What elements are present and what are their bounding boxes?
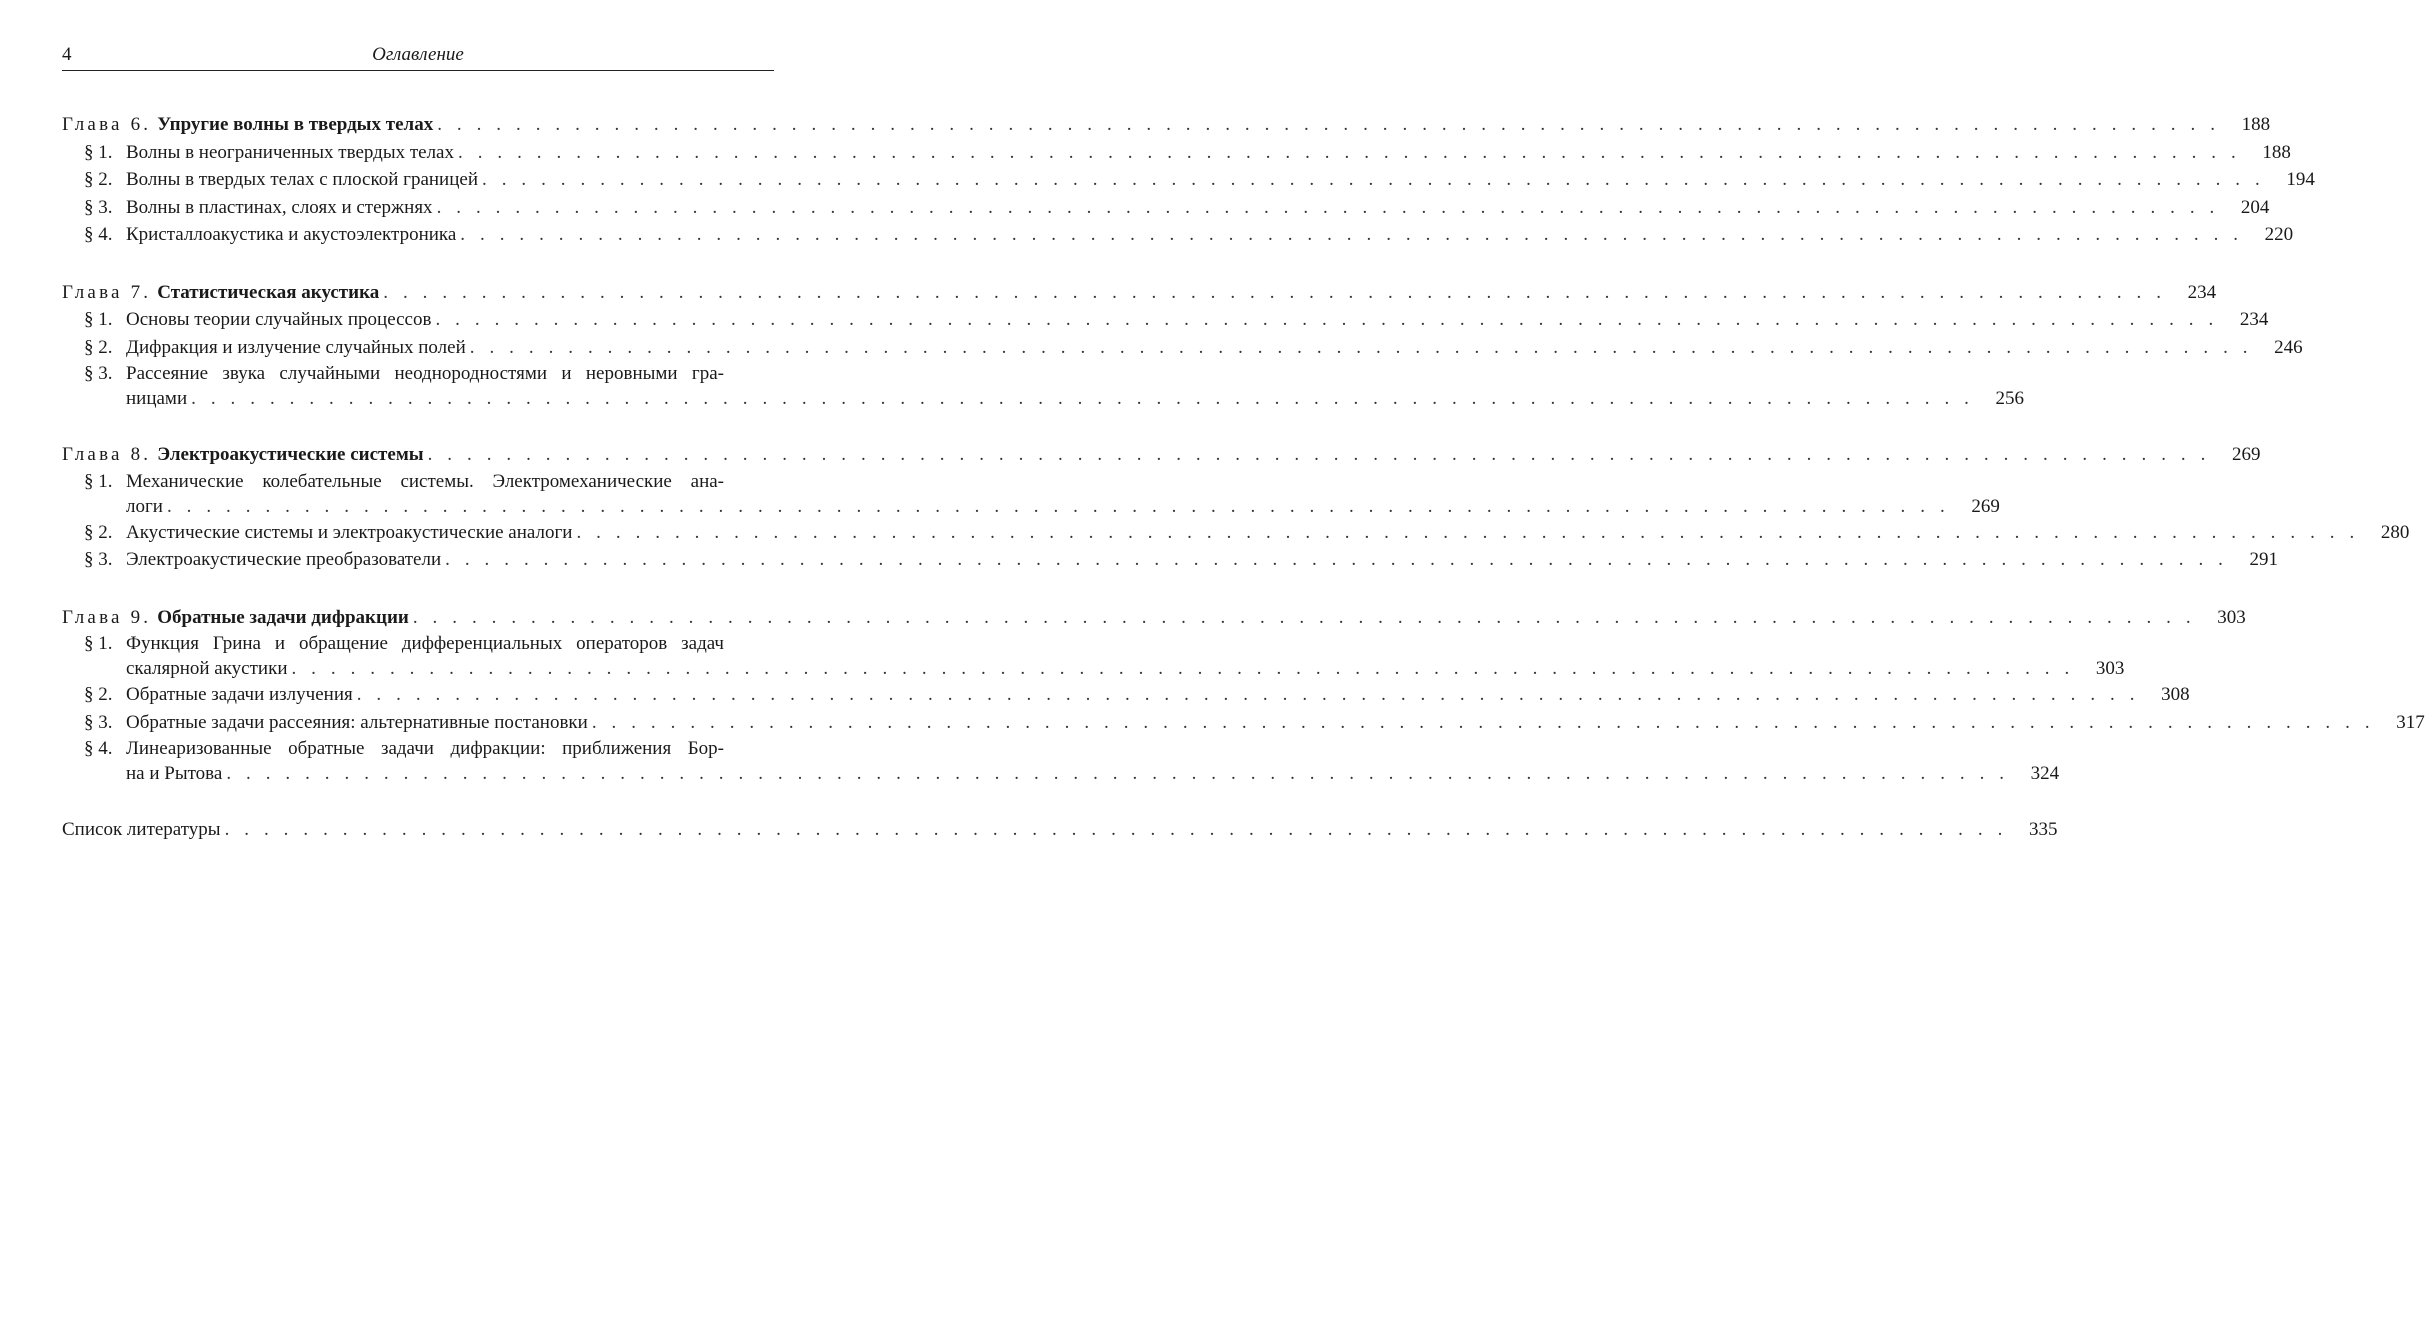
toc-entry[interactable] <box>62 334 2303 362</box>
section-title-block <box>62 361 2024 411</box>
section-title: Дифракция и излучение случайных полей <box>126 336 466 358</box>
toc-entry[interactable] <box>62 631 2125 681</box>
section-title: Акустические системы и электроакустические аналоги <box>126 521 573 543</box>
section-title-line2: ницами <box>126 388 188 409</box>
section-label: § 2. <box>84 684 113 705</box>
page-ref: 335 <box>2028 819 2058 840</box>
dot-leader: . . . . . . . . . . . . . . . . . . . . . . . . . . . . . . . . . . . . . . . . . . . . . . . . . . . . . . . . . . . . . . . . . . . . . . . . . . . . . . . . . . . . . . . . . . . <box>445 549 2229 570</box>
section-label: § 4. <box>84 738 113 759</box>
section-label: § 2. <box>84 336 113 358</box>
section-title-block <box>62 469 2000 519</box>
chapter-title: Упругие волны в твердых телах <box>157 114 434 135</box>
section-label: § 1. <box>84 141 113 163</box>
section-title: Волны в твердых телах с плоской границей <box>126 169 478 190</box>
page-ref: 246 <box>2274 336 2303 358</box>
page-ref: 280 <box>2380 521 2410 543</box>
page-ref: 234 <box>2239 309 2269 330</box>
section-title: Волны в пластинах, слоях и стержнях <box>126 196 433 218</box>
page-ref: 234 <box>2187 281 2217 303</box>
toc-entry[interactable] <box>62 604 2246 632</box>
section-label: § 3. <box>84 711 113 733</box>
toc-entry[interactable] <box>62 221 2294 249</box>
section-label: § 3. <box>84 549 113 570</box>
page-ref: 324 <box>2030 763 2060 784</box>
dot-leader: . . . . . . . . . . . . . . . . . . . . . . . . . . . . . . . . . . . . . . . . . . . . . . . . . . . . . . . . . . . . . . . . . . . . . . . . . . . . . . . . . . . . . . . . . . . <box>437 114 2221 135</box>
section-title-block <box>62 736 2060 786</box>
section-label: § 4. <box>84 224 113 245</box>
toc-entry[interactable] <box>62 546 2279 574</box>
section-title-block <box>62 631 2125 681</box>
toc-entry[interactable] <box>62 194 2270 222</box>
page-ref: 308 <box>2161 684 2190 705</box>
page <box>62 40 2425 844</box>
section-label: § 2. <box>84 521 113 543</box>
section-title-continuation <box>126 761 2060 786</box>
toc-entry-literature[interactable] <box>62 816 2058 844</box>
chapter-title: Обратные задачи дифракции <box>157 606 409 628</box>
section-title-line2: скалярной акустики <box>126 658 288 679</box>
section-title-continuation <box>126 386 2024 411</box>
page-ref: 188 <box>2241 114 2271 135</box>
dot-leader: . . . . . . . . . . . . . . . . . . . . . . . . . . . . . . . . . . . . . . . . . . . . . . . . . . . . . . . . . . . . . . . . . . . . . . . . . . . . . . . . . . . . . . . . . . . <box>435 309 2219 330</box>
chapter-6 <box>62 111 2315 249</box>
page-ref: 269 <box>1971 495 2000 517</box>
chapter-title: Статистическая акустика <box>157 281 380 303</box>
page-number: 4 <box>62 44 72 65</box>
chapter-label: Глава 7. <box>62 281 152 303</box>
dot-leader: . . . . . . . . . . . . . . . . . . . . . . . . . . . . . . . . . . . . . . . . . . . . . . . . . . . . . . . . . . . . . . . . . . . . . . . . . . . . . . . . . . . . . . . . . . . <box>224 819 2008 840</box>
dot-leader: . . . . . . . . . . . . . . . . . . . . . . . . . . . . . . . . . . . . . . . . . . . . . . . . . . . . . . . . . . . . . . . . . . . . . . . . . . . . . . . . . . . . . . . . . . . <box>427 444 2211 465</box>
toc-entry[interactable] <box>62 111 2271 139</box>
section-title-line1: Механические колебательные системы. Электромеханические ана- <box>126 470 724 492</box>
page-ref: 291 <box>2249 549 2279 570</box>
dot-leader: . . . . . . . . . . . . . . . . . . . . . . . . . . . . . . . . . . . . . . . . . . . . . . . . . . . . . . . . . . . . . . . . . . . . . . . . . . . . . . . . . . . . . . . . . . . <box>291 658 2075 679</box>
page-ref: 204 <box>2240 196 2270 218</box>
dot-leader: . . . . . . . . . . . . . . . . . . . . . . . . . . . . . . . . . . . . . . . . . . . . . . . . . . . . . . . . . . . . . . . . . . . . . . . . . . . . . . . . . . . . . . . . . . . <box>576 521 2360 543</box>
section-title-line2: логи <box>126 495 163 517</box>
dot-leader: . . . . . . . . . . . . . . . . . . . . . . . . . . . . . . . . . . . . . . . . . . . . . . . . . . . . . . . . . . . . . . . . . . . . . . . . . . . . . . . . . . . . . . . . . . . <box>469 336 2253 358</box>
dot-leader: . . . . . . . . . . . . . . . . . . . . . . . . . . . . . . . . . . . . . . . . . . . . . . . . . . . . . . . . . . . . . . . . . . . . . . . . . . . . . . . . . . . . . . . . . . . <box>191 388 1974 409</box>
toc-entry[interactable] <box>62 279 2217 307</box>
section-title-line1: Линеаризованные обратные задачи дифракции: приближения Бор- <box>126 738 724 759</box>
chapter-9 <box>62 604 2425 787</box>
page-ref: 303 <box>2217 606 2246 628</box>
section-title-line1: Функция Грина и обращение дифференциальных операторов задач <box>126 633 724 654</box>
page-ref: 317 <box>2396 711 2425 733</box>
literature-title: Список литературы <box>62 819 221 840</box>
dot-leader: . . . . . . . . . . . . . . . . . . . . . . . . . . . . . . . . . . . . . . . . . . . . . . . . . . . . . . . . . . . . . . . . . . . . . . . . . . . . . . . . . . . . . . . . . . . <box>226 763 2010 784</box>
page-ref: 269 <box>2231 444 2261 465</box>
chapter-8 <box>62 441 2410 574</box>
dot-leader: . . . . . . . . . . . . . . . . . . . . . . . . . . . . . . . . . . . . . . . . . . . . . . . . . . . . . . . . . . . . . . . . . . . . . . . . . . . . . . . . . . . . . . . . . . . <box>383 281 2167 303</box>
page-ref: 303 <box>2095 658 2125 679</box>
dot-leader: . . . . . . . . . . . . . . . . . . . . . . . . . . . . . . . . . . . . . . . . . . . . . . . . . . . . . . . . . . . . . . . . . . . . . . . . . . . . . . . . . . . . . . . . . . . <box>458 141 2241 163</box>
section-label: § 3. <box>84 363 113 384</box>
dot-leader: . . . . . . . . . . . . . . . . . . . . . . . . . . . . . . . . . . . . . . . . . . . . . . . . . . . . . . . . . . . . . . . . . . . . . . . . . . . . . . . . . . . . . . . . . . . <box>591 711 2375 733</box>
running-title: Оглавление <box>372 44 464 65</box>
page-ref: 194 <box>2286 169 2315 190</box>
dot-leader: . . . . . . . . . . . . . . . . . . . . . . . . . . . . . . . . . . . . . . . . . . . . . . . . . . . . . . . . . . . . . . . . . . . . . . . . . . . . . . . . . . . . . . . . . . . <box>482 169 2265 190</box>
section-title: Обратные задачи излучения <box>126 684 353 705</box>
section-title-line1: Рассеяние звука случайными неоднородностями и неровными гра- <box>126 363 724 384</box>
section-title: Кристаллоакустика и акустоэлектроника <box>126 224 457 245</box>
page-ref: 256 <box>1995 388 2024 409</box>
section-title: Обратные задачи рассеяния: альтернативные постановки <box>126 711 588 733</box>
section-label: § 2. <box>84 169 113 190</box>
chapter-7 <box>62 279 2303 412</box>
section-title: Электроакустические преобразователи <box>126 549 442 570</box>
page-ref: 188 <box>2262 141 2291 163</box>
chapter-label: Глава 6. <box>62 114 152 135</box>
toc-entry[interactable] <box>62 469 2000 519</box>
section-title: Волны в неограниченных твердых телах <box>126 141 454 163</box>
section-label: § 1. <box>84 309 113 330</box>
dot-leader: . . . . . . . . . . . . . . . . . . . . . . . . . . . . . . . . . . . . . . . . . . . . . . . . . . . . . . . . . . . . . . . . . . . . . . . . . . . . . . . . . . . . . . . . . . . <box>436 196 2220 218</box>
section-title-continuation <box>126 656 2125 681</box>
dot-leader: . . . . . . . . . . . . . . . . . . . . . . . . . . . . . . . . . . . . . . . . . . . . . . . . . . . . . . . . . . . . . . . . . . . . . . . . . . . . . . . . . . . . . . . . . . . <box>356 684 2140 705</box>
toc-entry[interactable] <box>62 681 2190 709</box>
chapter-label: Глава 9. <box>62 606 152 628</box>
toc-entry[interactable] <box>62 519 2410 547</box>
page-ref: 220 <box>2264 224 2294 245</box>
section-title-line2: на и Рытова <box>126 763 223 784</box>
toc-entry[interactable] <box>62 139 2291 167</box>
toc-entry[interactable] <box>62 166 2315 194</box>
chapter-label: Глава 8. <box>62 444 152 465</box>
running-head <box>62 40 774 71</box>
dot-leader: . . . . . . . . . . . . . . . . . . . . . . . . . . . . . . . . . . . . . . . . . . . . . . . . . . . . . . . . . . . . . . . . . . . . . . . . . . . . . . . . . . . . . . . . . . . <box>166 495 1950 517</box>
toc-entry[interactable] <box>62 709 2425 737</box>
dot-leader: . . . . . . . . . . . . . . . . . . . . . . . . . . . . . . . . . . . . . . . . . . . . . . . . . . . . . . . . . . . . . . . . . . . . . . . . . . . . . . . . . . . . . . . . . . . <box>412 606 2196 628</box>
table-of-contents <box>62 111 2425 844</box>
toc-entry[interactable] <box>62 306 2269 334</box>
dot-leader: . . . . . . . . . . . . . . . . . . . . . . . . . . . . . . . . . . . . . . . . . . . . . . . . . . . . . . . . . . . . . . . . . . . . . . . . . . . . . . . . . . . . . . . . . . . <box>460 224 2244 245</box>
section-title-continuation <box>126 494 2000 519</box>
toc-entry[interactable] <box>62 361 2024 411</box>
section-label: § 3. <box>84 196 113 218</box>
toc-entry[interactable] <box>62 441 2261 469</box>
section-title: Основы теории случайных процессов <box>126 309 432 330</box>
section-label: § 1. <box>84 470 113 492</box>
section-label: § 1. <box>84 633 113 654</box>
toc-entry[interactable] <box>62 736 2060 786</box>
chapter-title: Электроакустические системы <box>157 444 424 465</box>
